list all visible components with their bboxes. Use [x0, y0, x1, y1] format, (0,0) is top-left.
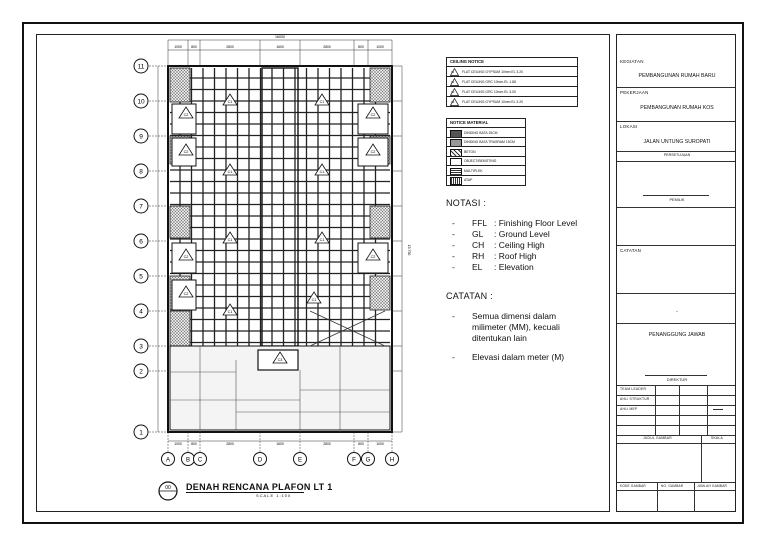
- ceiling-tag-label: C2: [183, 113, 189, 117]
- notes-section: [446, 198, 606, 371]
- grid-row-label: 2: [139, 368, 143, 376]
- lokasi-value: JALAN UNTUNG SUROPATI: [643, 139, 711, 145]
- plan-title-code: 00: [165, 485, 171, 491]
- grid-row-label: 3: [139, 343, 143, 351]
- notasi-row: [446, 251, 606, 262]
- grid-row-label: 10: [137, 98, 145, 106]
- ceiling-tag-label: C2: [370, 255, 376, 259]
- tb-divider: [617, 87, 735, 88]
- bottom-dimension-label: 800: [191, 442, 197, 446]
- material-label: MULTIPLEK: [464, 168, 483, 173]
- judul-gambar-label: JUDUL GAMBAR: [643, 436, 672, 440]
- grid-row-label: 4: [139, 308, 143, 316]
- material-row: [447, 175, 525, 186]
- ceiling-notice-row: [447, 96, 577, 107]
- top-dimension-label: 1600: [276, 45, 284, 49]
- material-label: DINDING BATA 15CM: [464, 130, 498, 135]
- tb-divider: [617, 207, 735, 208]
- notasi-abbr: EL: [472, 262, 483, 272]
- catatan-row: [446, 311, 606, 344]
- bottom-dimension-label: 2800: [323, 442, 331, 446]
- tb-vertical-divider: [707, 385, 708, 435]
- tb-divider: [617, 323, 735, 324]
- kegiatan-label: KEGIATAN: [620, 59, 644, 64]
- notice-material-title: NOTICE MATERIAL: [450, 120, 489, 125]
- hatched-wall-zone: [170, 206, 190, 238]
- tb-divider: [617, 415, 735, 416]
- grid-col-label: A: [165, 457, 171, 464]
- catatan-dash: -: [676, 309, 678, 315]
- notasi-row: [446, 229, 606, 240]
- top-dimension-label: 2800: [226, 45, 234, 49]
- bottom-dimension-label: 1600: [276, 442, 284, 446]
- corridor-outline: [262, 68, 298, 346]
- grid-row-label: 1: [139, 429, 143, 437]
- ceiling-tag-label: C1: [319, 238, 325, 242]
- tb-divider: [617, 405, 735, 406]
- title-block: [616, 34, 736, 512]
- tb-divider: [617, 293, 735, 294]
- tb-divider: [617, 121, 735, 122]
- ceiling-tag-label: C2: [183, 255, 189, 259]
- ceiling-notice-tag: C2: [451, 81, 455, 84]
- hatched-wall-zone: [370, 68, 390, 102]
- grid-col-label: D: [257, 457, 263, 464]
- hatched-wall-zone: [370, 276, 390, 310]
- grid-col-label: B: [185, 457, 191, 464]
- ceiling-tag-label: C3: [277, 358, 283, 362]
- pekerjaan-value: PEMBANGUNAN RUMAH KOS: [640, 105, 714, 111]
- material-swatch: [450, 177, 462, 185]
- notasi-abbr: CH: [472, 240, 485, 250]
- notasi-row: [446, 218, 606, 229]
- jumlah-gambar-label: JUMLAH GAMBAR: [697, 484, 728, 488]
- ceiling-notice-text: FLAT CEILING GRC 10mm EL 1.88: [462, 80, 516, 84]
- ceiling-notice-tag: C4: [451, 101, 455, 104]
- ceiling-notice-text: FLAT CEILING GRC 10mm EL 3.00: [462, 90, 516, 94]
- bottom-dimension-label: 2800: [226, 442, 234, 446]
- top-dimension-label: 1000: [174, 45, 182, 49]
- ceiling-tag-label: C1: [311, 298, 317, 302]
- top-dimension-label: 800: [358, 45, 364, 49]
- bottom-dimension-label: 1000: [174, 442, 182, 446]
- signature-line: [645, 375, 707, 376]
- ceiling-notice-title: CEILING NOTICE: [450, 59, 484, 64]
- bullet-dash: -: [452, 262, 455, 272]
- bullet-dash: -: [452, 218, 455, 228]
- tb-vertical-divider: [694, 482, 695, 512]
- ahli-mep-label: AHLI MEP: [620, 407, 638, 411]
- notasi-abbr: RH: [472, 251, 485, 261]
- grid-row-label: 7: [139, 203, 143, 211]
- tb-divider: [617, 151, 735, 152]
- skala-label: SKALA: [711, 436, 723, 440]
- ceiling-notice-text: FLAT CEILING GYPSUM 10mm EL 3.20: [462, 70, 523, 74]
- material-label: ATAP: [464, 178, 473, 182]
- pemilik-label: PEMILIK: [669, 198, 685, 202]
- ahli-struktur-label: AHLI STRUKTUR: [620, 397, 650, 401]
- plan-title: DENAH RENCANA PLAFON LT 1: [186, 482, 333, 492]
- catatan-text: Semua dimensi dalam milimeter (MM), kecuali ditentukan lain: [472, 311, 560, 343]
- ceiling-notice-text: FLAT CEILING GYPSUM 10mm EL 3.20: [462, 100, 523, 104]
- material-label: OBJECT/BEKISTING: [464, 159, 497, 163]
- bullet-dash: -: [452, 229, 455, 239]
- tb-divider: [617, 245, 735, 246]
- catatan-row: [446, 352, 606, 363]
- ceiling-tag-label: C2: [370, 113, 376, 117]
- tb-vertical-divider: [679, 385, 680, 435]
- notasi-desc: : Ground Level: [494, 229, 550, 239]
- tb-divider: [617, 161, 735, 162]
- catatan-heading: CATATAN :: [446, 291, 494, 301]
- lokasi-label: LOKASI: [620, 124, 638, 129]
- bullet-dash: -: [452, 311, 455, 321]
- ceiling-tag-label: C1: [227, 100, 233, 104]
- grid-col-label: F: [352, 457, 356, 464]
- bullet-dash: -: [452, 352, 455, 362]
- catatan-text: Elevasi dalam meter (M): [472, 352, 565, 362]
- grid-row-label: 6: [139, 238, 143, 246]
- team-leader-label: TEAM LEADER: [620, 387, 647, 391]
- tb-dash-mark: [713, 409, 723, 410]
- ceiling-notice-legend: [446, 57, 578, 107]
- hatched-wall-zone: [370, 206, 390, 238]
- notasi-abbr: GL: [472, 229, 484, 239]
- overall-dimension: 16000: [275, 35, 285, 39]
- notasi-desc: : Roof High: [494, 251, 537, 261]
- grid-row-label: 9: [139, 133, 143, 141]
- no-gambar-label: NO. GAMBAR: [661, 484, 684, 488]
- persetujuan-label: PERSETUJUAN: [663, 153, 691, 157]
- ceiling-tag-label: C1: [227, 310, 233, 314]
- notasi-row: [446, 262, 606, 273]
- tb-vertical-divider: [657, 482, 658, 512]
- direktur-label: DIREKTUR: [666, 377, 688, 382]
- bottom-dimension-label: 800: [358, 442, 364, 446]
- notasi-desc: : Finishing Floor Level: [494, 218, 578, 228]
- tb-vertical-divider: [655, 385, 656, 435]
- grid-row-label: 8: [139, 168, 143, 176]
- grid-col-label: G: [365, 457, 371, 464]
- grid-row-label: 11: [137, 63, 145, 71]
- top-dimension-label: 1000: [376, 45, 384, 49]
- grid-col-label: E: [297, 457, 303, 464]
- ceiling-tag-label: C1: [319, 100, 325, 104]
- right-dimension-label: 15.750: [407, 244, 411, 256]
- top-dimension-label: 2800: [323, 45, 331, 49]
- room-box: [172, 104, 196, 134]
- signature-line: [643, 195, 709, 196]
- hatched-wall-zone: [170, 311, 190, 346]
- tb-divider: [617, 395, 735, 396]
- tb-vertical-divider: [701, 435, 702, 482]
- ceiling-tag-label: C1: [319, 170, 325, 174]
- bullet-dash: -: [452, 251, 455, 261]
- catatan-block-label: CATATAN: [620, 248, 642, 253]
- notasi-desc: : Elevation: [494, 262, 534, 272]
- notasi-desc: : Ceiling High: [494, 240, 545, 250]
- material-label: DINDING BATA TRASRAM 15CM: [464, 140, 515, 144]
- grid-row-label: 5: [139, 273, 143, 281]
- hatched-wall-zone: [170, 68, 190, 102]
- ceiling-notice-tag: C1: [451, 71, 455, 74]
- tb-divider: [617, 385, 735, 386]
- pekerjaan-label: PEKERJAAN: [620, 90, 649, 95]
- plan-scale: SCALE 1:100: [256, 493, 292, 498]
- ceiling-tag-label: C2: [370, 150, 376, 154]
- kegiatan-value: PEMBANGUNAN RUMAH BARU: [638, 73, 716, 79]
- notasi-heading: NOTASI :: [446, 198, 487, 208]
- grid-col-label: C: [197, 457, 203, 464]
- ceiling-tag-label: C1: [227, 238, 233, 242]
- tb-divider: [617, 482, 735, 483]
- bullet-dash: -: [452, 240, 455, 250]
- notasi-row: [446, 240, 606, 251]
- tb-divider: [617, 425, 735, 426]
- ceiling-tag-label: C2: [183, 150, 189, 154]
- ceiling-notice-tag: C3: [451, 91, 455, 94]
- kode-gambar-label: KODE GAMBAR: [620, 484, 646, 488]
- ceiling-tag-label: C1: [227, 170, 233, 174]
- tb-divider: [617, 490, 735, 491]
- notice-material-legend: [446, 118, 526, 186]
- top-dimension-label: 800: [191, 45, 197, 49]
- notasi-abbr: FFL: [472, 218, 488, 228]
- penanggung-jawab-label: PENANGGUNG JAWAB: [648, 332, 706, 338]
- bottom-dimension-label: 1000: [376, 442, 384, 446]
- ceiling-tag-label: C2: [183, 292, 189, 296]
- grid-col-label: H: [389, 457, 395, 464]
- plan-title-bubble: [155, 480, 185, 502]
- material-label: BETON: [464, 149, 476, 154]
